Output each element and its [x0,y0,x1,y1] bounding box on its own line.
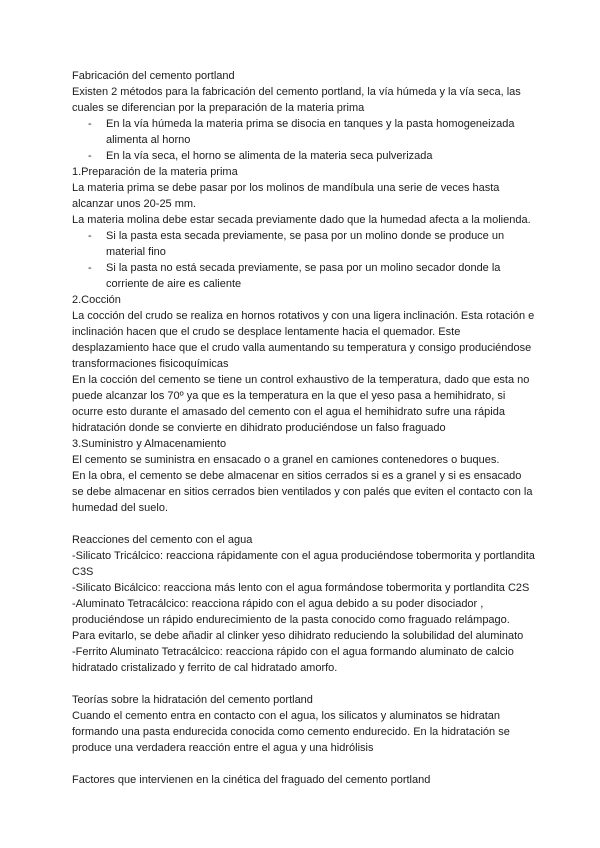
intro-paragraph: Existen 2 métodos para la fabricación del cemento portland, la vía húmeda y la vía seca, las cuales se diferencian por la preparación de la materia prima [72,86,521,114]
section-heading-suministro: 3.Suministro y Almacenamiento [72,438,227,450]
paragraph: Cuando el cemento entra en contacto con el agua, los silicatos y aluminatos se hidratan formando una pasta endurecida conocida como cemento endurecido. En la hidratación se produce una verdadera reacción entre el agua y una hidrólisis [72,710,510,754]
section-heading-coccion: 2.Cocción [72,294,121,306]
list-item: - En la vía húmeda la materia prima se disocia en tanques y la pasta homogeneizada alimenta al horno [72,116,536,148]
reaction-note: Para evitarlo, se debe añadir al clinker yeso dihidrato reduciendo la solubilidad del aluminato [72,630,524,642]
doc-title: Fabricación del cemento portland [72,70,235,82]
reaction-item: -Aluminato Tetracálcico: reacciona rápido con el agua debido a su poder disociador , produciéndose un rápido endurecimiento de la pasta conocido como fraguado relámpago. [72,598,510,626]
paragraph: En la cocción del cemento se tiene un control exhaustivo de la temperatura, dado que esta no puede alcanzar los 70º ya que es la temperatura en la que el yeso pasa a hemihidrato, si ocurre esto durante el amasado del cemento con el agua el hemihidrato sufre una rápida hidratación donde se convierte en dihidrato produciéndose un falso fraguado [72,374,530,434]
section-heading-factores: Factores que intervienen en la cinética del fraguado del cemento portland [72,774,431,786]
list-item: - Si la pasta no está secada previamente, se pasa por un molino secador donde la corriente de aire es caliente [72,260,536,292]
section-heading-teorias: Teorías sobre la hidratación del cemento portland [72,694,313,706]
paragraph: El cemento se suministra en ensacado o a granel en camiones contenedores o buques. [72,454,500,466]
reaction-item: -Silicato Bicálcico: reacciona más lento con el agua formándose tobermorita y portlandita C2S [72,582,530,594]
reaction-item: -Silicato Tricálcico: reacciona rápidamente con el agua produciéndose tobermorita y portlandita C3S [72,550,535,578]
spacer [72,676,536,692]
spacer [72,756,536,772]
paragraph: La materia molina debe estar secada previamente dado que la humedad afecta a la molienda. [72,214,531,226]
paragraph: En la obra, el cemento se debe almacenar en sitios cerrados si es a granel y si es ensacado se debe almacenar en sitios cerrados bien ventilados y con palés que eviten el contacto con la humedad del suelo. [72,470,533,514]
drying-list [72,228,536,292]
list-item: - En la vía seca, el horno se alimenta de la materia seca pulverizada [72,148,536,164]
paragraph: La materia prima se debe pasar por los molinos de mandíbula una serie de veces hasta alcanzar unos 20-25 mm. [72,182,500,210]
paragraph: La cocción del crudo se realiza en hornos rotativos y con una ligera inclinación. Esta rotación e inclinación hacen que el crudo se desplace lentamente hacia el quemador. Este desplazamiento hace que el crudo valla aumentando su temperatura y consigo produciéndose transformaciones fisicoquímicas [72,310,535,370]
methods-list [72,116,536,164]
list-item: - Si la pasta esta secada previamente, se pasa por un molino donde se produce un material fino [72,228,536,260]
reaction-item: -Ferrito Aluminato Tetracálcico: reacciona rápido con el agua formando aluminato de calcio hidratado cristalizado y ferrito de cal hidratado amorfo. [72,646,514,674]
spacer [72,516,536,532]
section-heading-preparation: 1.Preparación de la materia prima [72,166,238,178]
section-heading-reacciones: Reacciones del cemento con el agua [72,534,253,546]
